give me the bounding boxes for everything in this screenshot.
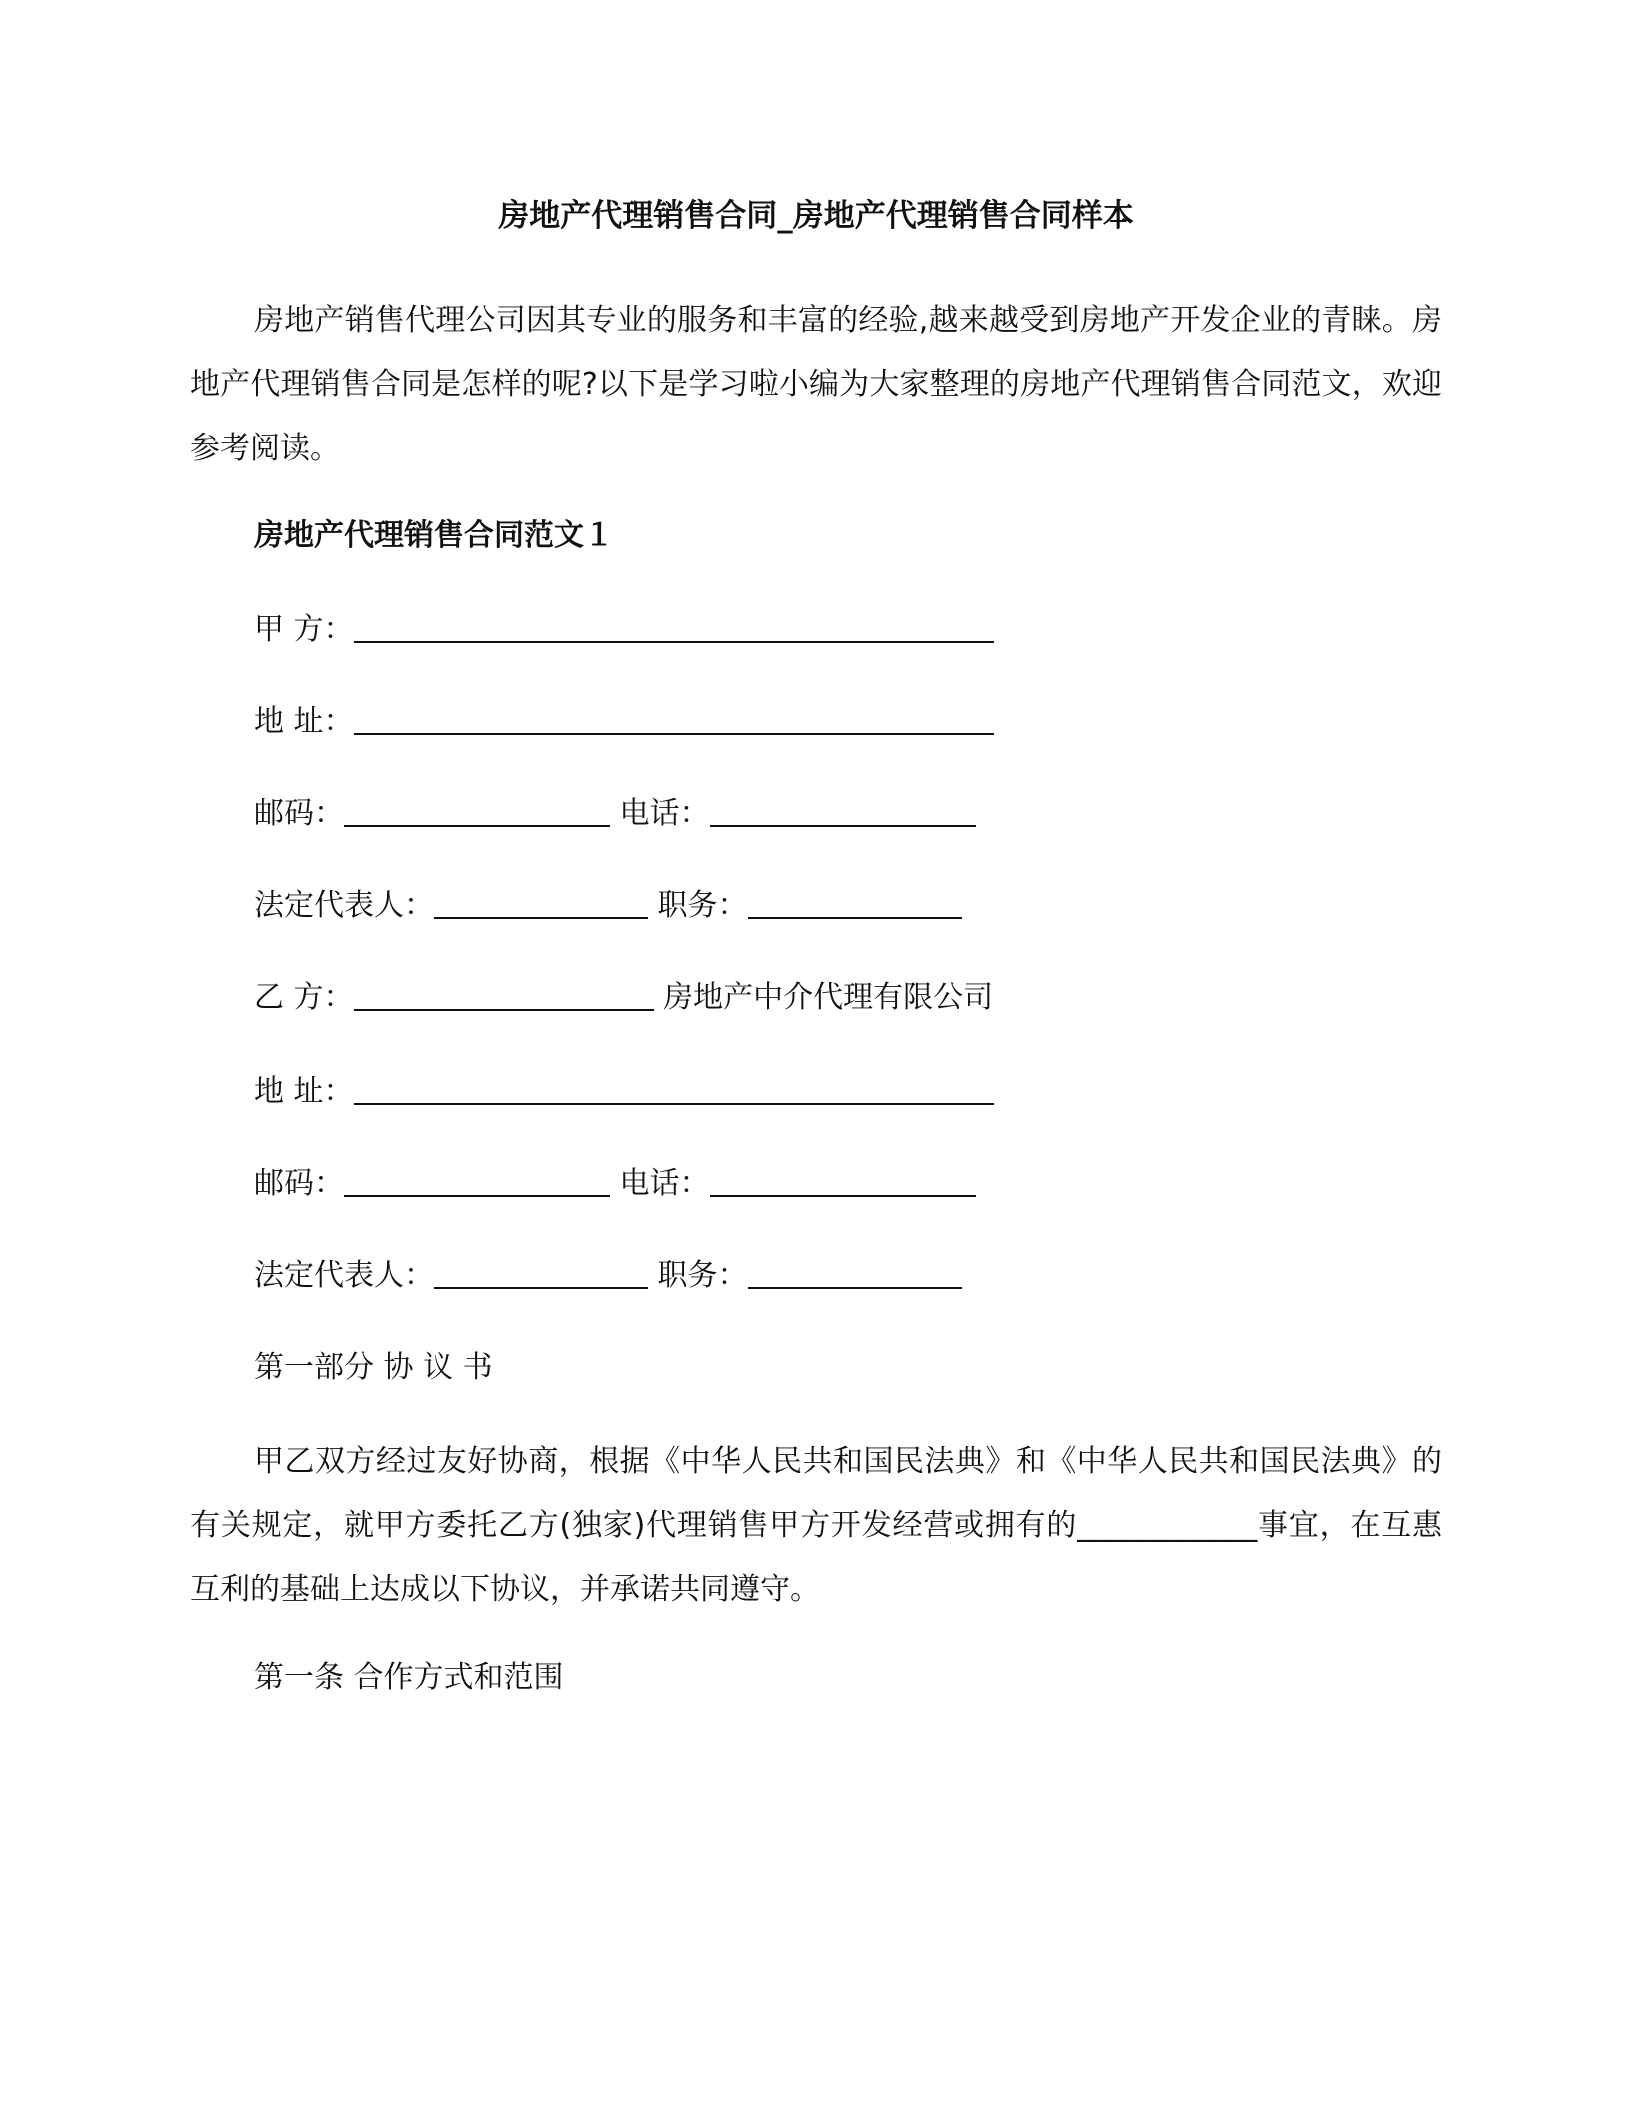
part-one-heading: 第一部分 协 议 书 [254, 1350, 493, 1385]
party-b-phone-label: 电话： [619, 1166, 710, 1201]
party-a-postcode-blank [344, 795, 610, 827]
party-a-name-blank [354, 611, 994, 643]
party-a-address-blank [354, 703, 994, 735]
party-a-name-label: 甲 方： [254, 612, 354, 647]
party-b-name-line [254, 978, 993, 1018]
party-a-address-line [254, 702, 994, 742]
party-b-rep-label: 法定代表人： [254, 1258, 434, 1293]
party-b-position-label: 职务： [657, 1258, 748, 1293]
agreement-paragraph: 甲乙双方经过友好协商，根据《中华人民共和国民法典》和《中华人民共和国民法典》的有关规定，就甲方委托乙方(独家)代理销售甲方开发经营或拥有的____________事宜，在互惠互利的基础上达成以下协议，并承诺共同遵守。 [190, 1444, 1442, 1607]
party-b-phone-blank [710, 1165, 976, 1197]
article-one-heading: 第一条 合作方式和范围 [254, 1660, 564, 1695]
party-b-contact-line [254, 1164, 976, 1204]
party-a-phone-label: 电话： [619, 796, 710, 831]
party-b-postcode-label: 邮码： [254, 1166, 344, 1201]
party-a-contact-line [254, 794, 976, 834]
party-a-position-blank [748, 887, 962, 919]
document-title: 房地产代理销售合同_房地产代理销售合同样本 [498, 198, 1134, 234]
section-heading: 房地产代理销售合同范文１ [254, 518, 614, 553]
party-a-position-label: 职务： [657, 888, 748, 923]
intro-paragraph: 房地产销售代理公司因其专业的服务和丰富的经验,越来越受到房地产开发企业的青睐。房地产代理销售合同是怎样的呢?以下是学习啦小编为大家整理的房地产代理销售合同范文，欢迎参考阅读。 [190, 303, 1442, 466]
party-b-rep-blank [434, 1257, 648, 1289]
party-b-address-line [254, 1072, 994, 1112]
party-b-postcode-blank [344, 1165, 610, 1197]
party-b-name-suffix: 房地产中介代理有限公司 [663, 980, 994, 1015]
party-b-address-blank [354, 1073, 994, 1105]
party-a-rep-blank [434, 887, 648, 919]
party-b-rep-line [254, 1256, 962, 1296]
party-a-name-line [254, 610, 994, 650]
party-a-rep-label: 法定代表人： [254, 888, 434, 923]
party-b-name-label: 乙 方： [254, 980, 354, 1015]
party-a-address-label: 地 址： [254, 704, 354, 739]
party-b-address-label: 地 址： [254, 1074, 354, 1109]
party-a-postcode-label: 邮码： [254, 796, 344, 831]
party-b-name-blank [354, 979, 654, 1011]
party-a-phone-blank [710, 795, 976, 827]
party-b-position-blank [748, 1257, 962, 1289]
party-a-rep-line [254, 886, 962, 926]
